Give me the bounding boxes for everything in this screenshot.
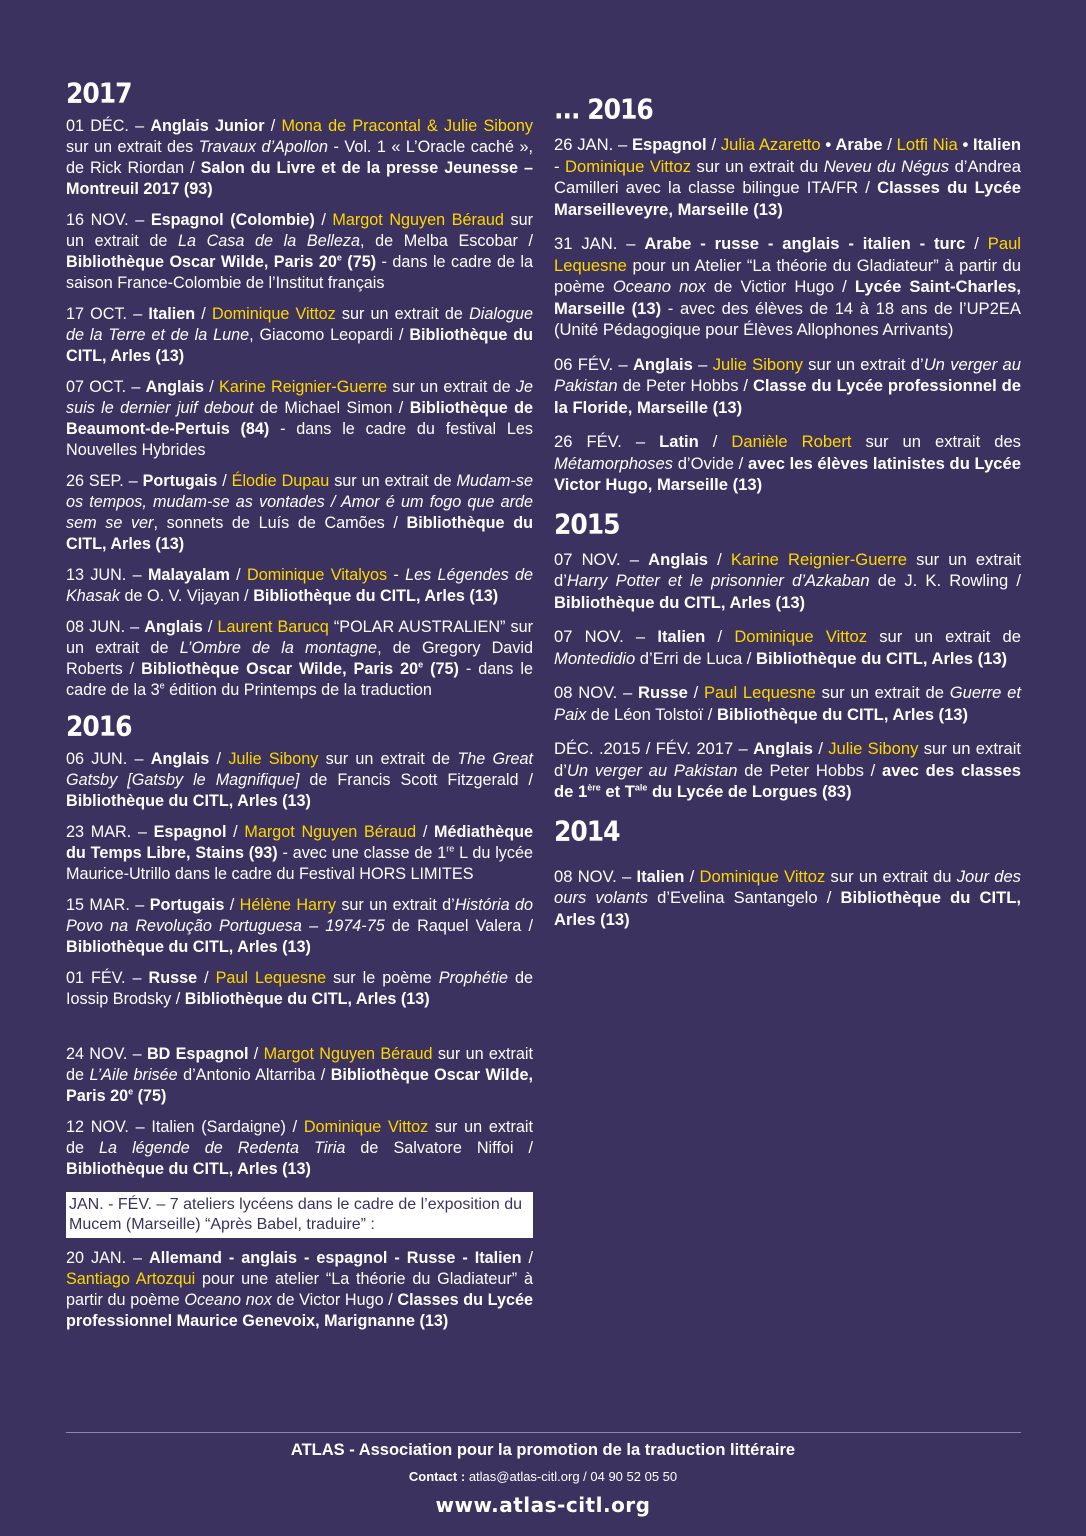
year-heading-2016-continued: ... 2016 — [554, 92, 653, 126]
event-entry: 08 NOV. – Russe / Paul Lequesne sur un extrait de Guerre et Paix de Léon Tolstoï / Bibliothèque du CITL, Arles (13) — [554, 683, 1021, 724]
translator-name: Lotfi Nia — [896, 135, 958, 154]
event-entry: 01 DÉC. – Anglais Junior / Mona de Pracontal & Julie Sibony sur un extrait des Travaux d’Apollon - Vol. 1 « L’Oracle caché », de Rick Riordan / Salon du Livre et de la presse Jeunesse – Montreuil 2017 (93) — [66, 117, 533, 198]
exhibition-notice: JAN. - FÉV. – 7 ateliers lycéens dans le cadre de l’exposition du Mucem (Marseille) “Après Babel, traduire” : — [66, 1192, 533, 1238]
translator-name: Paul Lequesne — [703, 683, 816, 702]
event-entry: 08 JUN. – Anglais / Laurent Barucq “POLAR AUSTRALIEN” sur un extrait de L’Ombre de la montagne, de Gregory David Roberts / Bibliothèque Oscar Wilde, Paris 20e (75) - dans le cadre de la 3e édition du Printemps de la traduction — [66, 618, 534, 699]
event-entry: 20 JAN. – Allemand - anglais - espagnol - Russe - Italien / Santiago Artozqui pour une atelier “La théorie du Gladiateur” à partir du poème Oceano nox de Victor Hugo / Classes du Lycée professionnel Maurice Genevoix, Marignanne (13) — [66, 1249, 533, 1330]
event-entry: 26 FÉV. – Latin / Danièle Robert sur un extrait des Métamorphoses d’Ovide / avec les élèves latinistes du Lycée Victor Hugo, Marseille (13) — [554, 432, 1021, 494]
event-entry: 07 OCT. – Anglais / Karine Reignier-Guerre sur un extrait de Je suis le dernier juif debout de Michael Simon / Bibliothèque de Beaumont-de-Pertuis (84) - dans le cadre du festival Les Nouvelles Hybrides — [66, 378, 534, 459]
event-entry: 01 FÉV. – Russe / Paul Lequesne sur le poème Prophétie de Iossip Brodsky / Bibliothèque du CITL, Arles (13) — [66, 969, 533, 1008]
event-entry: 12 NOV. – Italien (Sardaigne) / Dominique Vittoz sur un extrait de La légende de Redenta Tiria de Salvatore Niffoi / Bibliothèque du CITL, Arles (13) — [66, 1118, 533, 1178]
event-entry: 06 FÉV. – Anglais – Julie Sibony sur un extrait d’Un verger au Pakistan de Peter Hobbs / Classe du Lycée professionnel de la Floride, Marseille (13) — [554, 354, 1022, 417]
event-entry: 24 NOV. – BD Espagnol / Margot Nguyen Béraud sur un extrait de L’Aile brisée d’Antonio Altarriba / Bibliothèque Oscar Wilde, Paris 20e (75) — [66, 1045, 533, 1105]
contact-details[interactable]: atlas@atlas-citl.org / 04 90 52 05 50 — [465, 1469, 678, 1484]
event-entry: DÉC. .2015 / FÉV. 2017 – Anglais / Julie Sibony sur un extrait d’Un verger au Pakistan de Peter Hobbs / avec des classes de 1ère et $T^{ale}$ du Lycée de Lorgues (83) — [554, 739, 1021, 801]
event-entry: 08 NOV. – Italien / Dominique Vittoz sur un extrait du Jour des ours volants d’Evelina Santangelo / Bibliothèque du CITL, Arles (13) — [554, 866, 1021, 929]
footer-divider — [66, 1432, 1021, 1433]
translator-name: Margot Nguyen Béraud — [332, 211, 504, 229]
translator-name: Margot Nguyen Béraud — [263, 1045, 433, 1063]
translator-name: Paul Lequesne — [215, 969, 327, 987]
translator-name: Santiago Artozqui — [66, 1270, 196, 1288]
translator-name: Dominique Vittoz — [734, 627, 868, 646]
translator-name: Dominique Vittoz — [699, 866, 826, 886]
year-heading-2016: 2016 — [66, 709, 132, 743]
translator-name: Julie Sibony — [828, 739, 919, 758]
event-entry: 06 JUN. – Anglais / Julie Sibony sur un extrait de The Great Gatsby [Gatsby le Magnifique] de Francis Scott Fitzgerald / Bibliothèque du CITL, Arles (13) — [66, 750, 533, 810]
translator-name: Margot Nguyen Béraud — [244, 823, 417, 841]
translator-name: Dominique Vittoz — [211, 305, 336, 323]
spacer — [66, 1020, 533, 1044]
translator-name: Paul Lequesne — [554, 234, 1021, 275]
translator-name: Karine Reignier-Guerre — [730, 549, 907, 569]
translator-name: Julia Azaretto — [720, 135, 821, 154]
translator-name: Dominique Vitalyos — [247, 566, 388, 584]
translator-name: Danièle Robert — [731, 432, 852, 451]
event-entry: 16 NOV. – Espagnol (Colombie) / Margot Nguyen Béraud sur un extrait de La Casa de la Belleza, de Melba Escobar / Bibliothèque Oscar Wilde, Paris 20e (75) - dans le cadre de la saison France-Colombie de l’Institut français — [66, 211, 533, 292]
translator-name: Julie Sibony — [228, 750, 319, 768]
year-heading-2014: 2014 — [554, 814, 620, 847]
translator-name: Julie Sibony — [712, 354, 803, 374]
event-entry: 07 NOV. – Anglais / Karine Reignier-Guerre sur un extrait d’Harry Potter et le prisonnier d’Azkaban de J. K. Rowling / Bibliothèque du CITL, Arles (13) — [554, 549, 1022, 612]
translator-name: Dominique Vittoz — [565, 156, 692, 176]
year-heading-2017: 2017 — [66, 76, 132, 110]
translator-name: Mona de Pracontal & Julie Sibony — [281, 117, 533, 135]
translator-name: Élodie Dupau — [231, 472, 330, 490]
event-entry: 23 MAR. – Espagnol / Margot Nguyen Béraud / Médiathèque du Temps Libre, Stains (93) - avec une classe de 1re L du lycée Maurice-Utrillo dans le cadre du Festival HORS LIMITES — [66, 823, 533, 883]
footer-contact: Contact : atlas@atlas-citl.org / 04 90 52 05 50 — [408, 1469, 678, 1484]
event-entry: 17 OCT. – Italien / Dominique Vittoz sur un extrait de Dialogue de la Terre et de la Lune, Giacomo Leopardi / Bibliothèque du CITL, Arles (13) — [66, 305, 533, 365]
right-column — [554, 86, 1021, 943]
translator-name: Laurent Barucq — [217, 618, 329, 636]
event-entry: 31 JAN. – Arabe - russe - anglais - italien - turc / Paul Lequesne pour un Atelier “La théorie du Gladiateur” à partir du poème Oceano nox de Victior Hugo / Lycée Saint-Charles, Marseille (13) - avec des élèves de 14 à 18 ans de l’UP2EA (Unité Pédagogique pour Élèves Allophones Arrivants) — [554, 234, 1022, 339]
translator-name: Karine Reignier-Guerre — [219, 378, 388, 396]
footer-association: ATLAS - Association pour la promotion de la traduction littéraire — [290, 1441, 796, 1459]
event-entry: 15 MAR. – Portugais / Hélène Harry sur un extrait d’História do Povo na Revolução Portuguesa – 1974-75 de Raquel Valera / Bibliothèque du CITL, Arles (13) — [66, 896, 533, 956]
footer-website-link[interactable]: www.atlas-citl.org — [435, 1493, 651, 1517]
left-column — [66, 78, 533, 1342]
translator-name: Dominique Vittoz — [303, 1118, 429, 1136]
event-entry: 13 JUN. – Malayalam / Dominique Vitalyos - Les Légendes de Khasak de O. V. Vijayan / Bibliothèque du CITL, Arles (13) — [66, 566, 534, 605]
event-entry: 07 NOV. – Italien / Dominique Vittoz sur un extrait de Montedidio d’Erri de Luca / Bibliothèque du CITL, Arles (13) — [554, 627, 1021, 668]
translator-name: Hélène Harry — [239, 896, 336, 914]
event-entry: 26 SEP. – Portugais / Élodie Dupau sur un extrait de Mudam-se os tempos, mudam-se as vontades / Amor é um fogo que arde sem se ver, sonnets de Luís de Camões / Bibliothèque du CITL, Arles (13) — [66, 472, 533, 553]
year-heading-2015: 2015 — [554, 507, 620, 540]
event-entry: 26 JAN. – Espagnol / Julia Azaretto • Arabe / Lotfi Nia • Italien - Dominique Vittoz sur un extrait du Neveu du Négus d’Andrea Camilleri avec la classe bilingue ITA/FR / Classes du Lycée Marseilleveyre, Marseille (13) — [554, 135, 1022, 219]
